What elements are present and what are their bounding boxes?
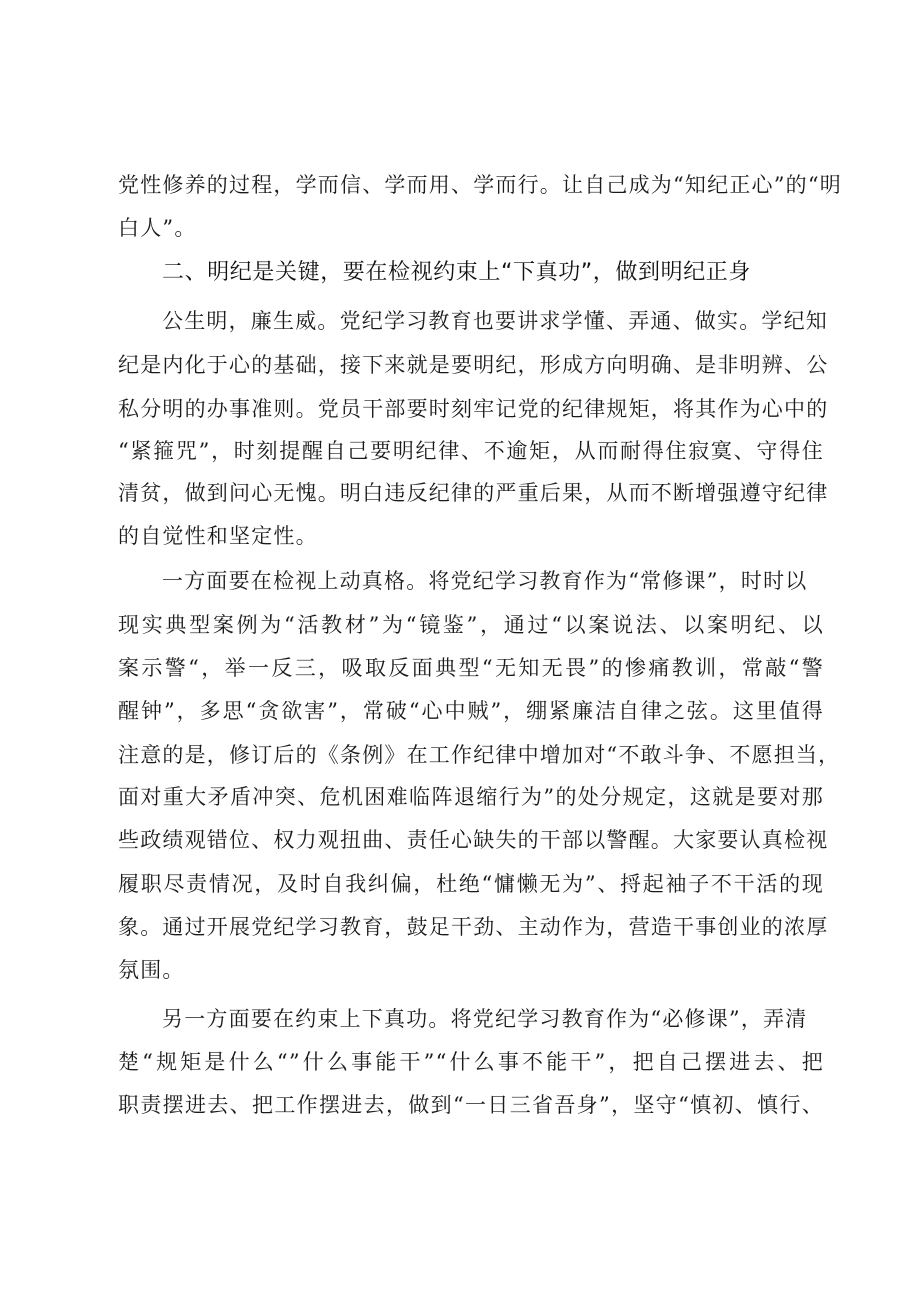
text-line: 一方面要在检视上动真格。将党纪学习教育作为“常修课”，时时以 [162,569,808,593]
text-line: 履职尽责情况，及时自我纠偏，杜绝“慵懒无为”、捋起袖子不干活的现 [118,872,824,896]
text-line: “紧箍咒”，时刻提醒自己要明纪律、不逾矩，从而耐得住寂寞、守得住 [118,439,824,463]
text-line: 案示警“，举一反三，吸取反面典型“无知无畏”的惨痛教训，常敲“警 [118,656,824,680]
text-line: 公生明，廉生威。党纪学习教育也要讲求学懂、弄通、做实。学纪知 [162,309,828,333]
text-line: 私分明的办事准则。党员干部要时刻牢记党的纪律规矩，将其作为心中的 [118,397,829,421]
section-heading: 二、明纪是关键，要在检视约束上“下真功”，做到明纪正身 [162,260,751,285]
text-line: 些政绩观错位、权力观扭曲、责任心缺失的干部以警醒。大家要认真检视 [118,828,829,852]
text-line: 现实典型案例为“活教材”为“镜鉴”，通过“以案说法、以案明纪、以 [118,613,824,637]
text-line: 清贫，做到问心无愧。明白违反纪律的严重后果，从而不断增强遵守纪律 [118,481,829,505]
text-line: 注意的是，修订后的《条例》在工作纪律中增加对“不敢斗争、不愿担当， [118,743,841,767]
text-line: 象。通过开展党纪学习教育，鼓足干劲、主动作为，营造干事创业的浓厚 [118,915,829,939]
text-line: 白人”。 [118,216,197,240]
text-line: 醒钟”，多思“贪欲害”，常破“心中贼”，绷紧廉洁自律之弦。这里值得 [118,699,824,723]
text-line: 的自觉性和坚定性。 [118,524,318,548]
text-line: 楚“规矩是什么“”什么事能干”“什么事不能干”，把自己摆进去、把 [118,1050,824,1074]
text-line: 另一方面要在约束上下真功。将党纪学习教育作为“必修课”，弄清 [162,1007,808,1031]
text-line: 党性修养的过程，学而信、学而用、学而行。让自己成为“知纪正心”的“明 [118,173,843,197]
text-line: 氛围。 [118,958,185,982]
text-line: 纪是内化于心的基础，接下来就是要明纪，形成方向明确、是非明辨、公 [118,353,829,377]
text-line: 面对重大矛盾冲突、危机困难临阵退缩行为”的处分规定，这就是要对那 [118,785,824,809]
text-line: 职责摆进去、把工作摆进去，做到“一日三省吾身”，坚守“慎初、慎行、 [118,1093,824,1117]
